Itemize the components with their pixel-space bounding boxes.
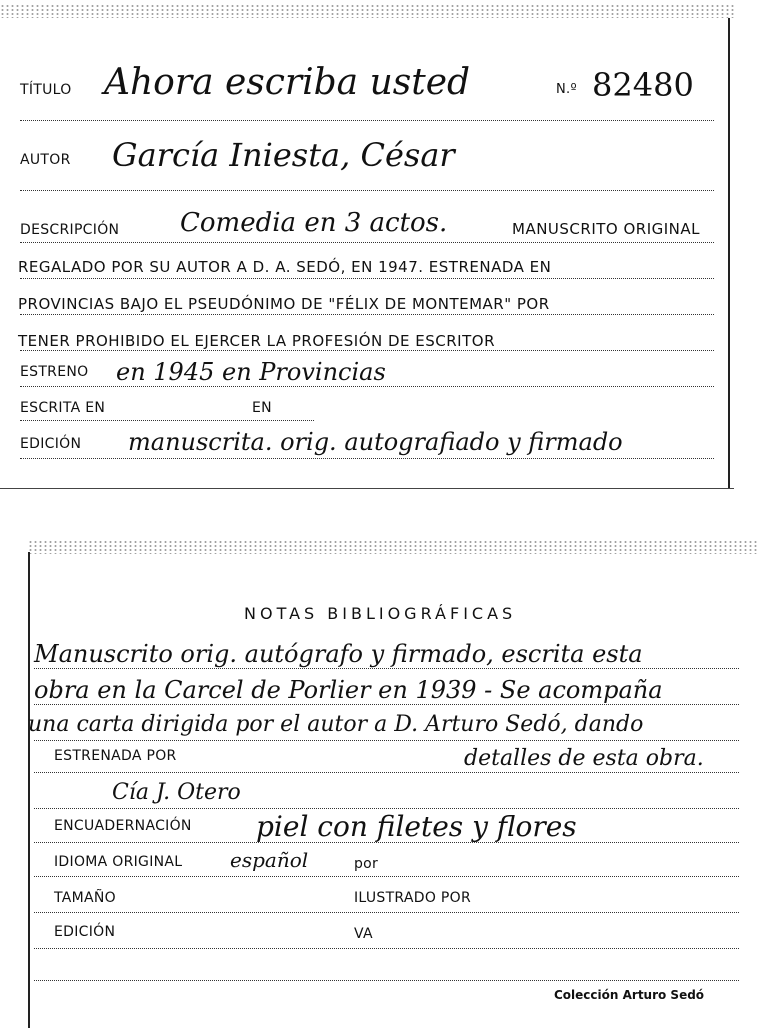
idioma-label: IDIOMA ORIGINAL bbox=[54, 854, 183, 870]
encuadernacion-label: ENCUADERNACIÓN bbox=[54, 818, 192, 834]
edicion-label-2: EDICIÓN bbox=[54, 924, 116, 940]
en-label: EN bbox=[252, 400, 272, 416]
notas-line-3: una carta dirigida por el autor a D. Arturo Sedó, dando bbox=[28, 712, 644, 737]
estreno-value: en 1945 en Provincias bbox=[116, 358, 386, 386]
dotted-rule bbox=[34, 948, 739, 949]
dotted-rule bbox=[20, 242, 714, 243]
numero-value: 82480 bbox=[592, 66, 694, 104]
descripcion-line-2: REGALADO POR SU AUTOR A D. A. SEDÓ, EN 1947. ESTRENADA EN bbox=[18, 258, 552, 276]
estrenada-por-value: Cía J. Otero bbox=[112, 780, 241, 805]
card-border-right bbox=[728, 18, 730, 488]
dotted-rule bbox=[34, 808, 739, 809]
dotted-rule bbox=[34, 772, 739, 773]
notas-line-2: obra en la Carcel de Porlier en 1939 - Se acompaña bbox=[34, 676, 663, 704]
descripcion-line-4: TENER PROHIBIDO EL EJERCER LA PROFESIÓN DE ESCRITOR bbox=[18, 332, 496, 350]
torn-edge bbox=[28, 540, 759, 554]
titulo-label: TÍTULO bbox=[20, 82, 72, 98]
encuadernacion-value: piel con filetes y flores bbox=[256, 810, 577, 843]
section-title: NOTAS BIBLIOGRÁFICAS bbox=[244, 604, 517, 623]
autor-value: García Iniesta, César bbox=[112, 136, 455, 174]
torn-edge bbox=[0, 4, 734, 18]
catalog-card-front bbox=[0, 18, 734, 488]
dotted-rule bbox=[34, 912, 739, 913]
estrenada-por-label: ESTRENADA POR bbox=[54, 748, 177, 764]
card-border-bottom bbox=[0, 488, 734, 489]
dotted-rule bbox=[20, 314, 714, 315]
dotted-rule bbox=[34, 704, 739, 705]
descripcion-line-1: Comedia en 3 actos. bbox=[180, 208, 448, 238]
titulo-value: Ahora escriba usted bbox=[104, 62, 471, 103]
ilustrado-label: ILUSTRADO POR bbox=[354, 890, 471, 906]
dotted-rule bbox=[20, 278, 714, 279]
escrita-en-label: ESCRITA EN bbox=[20, 400, 106, 416]
numero-label: N.º bbox=[556, 82, 577, 97]
dotted-rule bbox=[20, 190, 714, 191]
dotted-rule bbox=[20, 420, 314, 421]
notas-line-1: Manuscrito orig. autógrafo y firmado, escrita esta bbox=[34, 640, 643, 668]
catalog-card-back bbox=[28, 552, 759, 1028]
descripcion-line-1-caps: MANUSCRITO ORIGINAL bbox=[512, 220, 701, 238]
notas-line-4: detalles de esta obra. bbox=[464, 746, 704, 771]
edicion-label: EDICIÓN bbox=[20, 436, 82, 452]
card-border-left bbox=[28, 552, 30, 1028]
dotted-rule bbox=[20, 350, 714, 351]
descripcion-label: DESCRIPCIÓN bbox=[20, 222, 120, 238]
tamano-label: TAMAÑO bbox=[54, 890, 116, 906]
dotted-rule bbox=[34, 668, 739, 669]
descripcion-line-3: PROVINCIAS BAJO EL PSEUDÓNIMO DE "FÉLIX DE MONTEMAR" POR bbox=[18, 295, 550, 313]
por-label: por bbox=[354, 856, 379, 872]
idioma-value: español bbox=[230, 848, 309, 872]
dotted-rule bbox=[34, 842, 739, 843]
dotted-rule bbox=[34, 740, 739, 741]
dotted-rule bbox=[20, 458, 714, 459]
dotted-rule bbox=[34, 980, 739, 981]
edicion-value: manuscrita. orig. autografiado y firmado bbox=[128, 428, 623, 456]
va-label: VA bbox=[354, 926, 373, 942]
dotted-rule bbox=[20, 386, 714, 387]
estreno-label: ESTRENO bbox=[20, 364, 89, 380]
dotted-rule bbox=[34, 876, 739, 877]
autor-label: AUTOR bbox=[20, 152, 71, 168]
coleccion-footer: Colección Arturo Sedó bbox=[554, 988, 705, 1002]
dotted-rule bbox=[20, 120, 714, 121]
